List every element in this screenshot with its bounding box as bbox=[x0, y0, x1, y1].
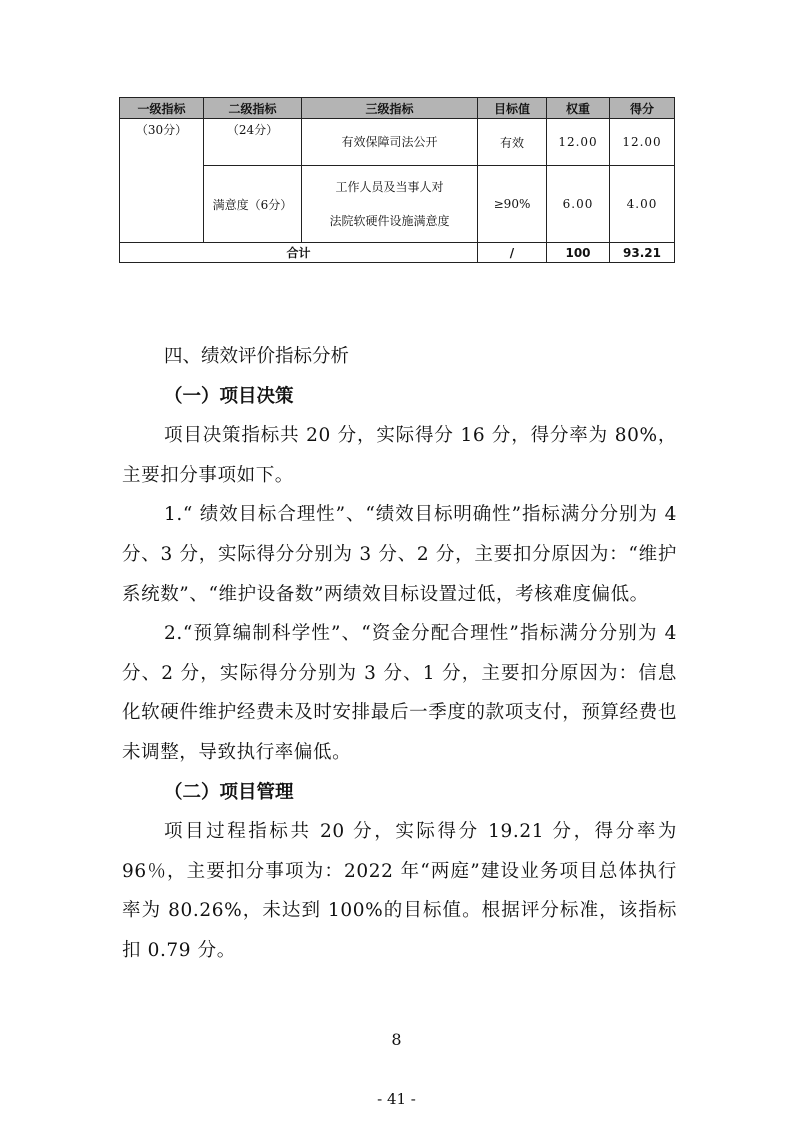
target-cell: ≥90% bbox=[478, 166, 547, 243]
subsection-title-decision: （一）项目决策 bbox=[164, 385, 294, 407]
header-level3: 三级指标 bbox=[302, 98, 478, 119]
total-score: 93.21 bbox=[610, 243, 675, 263]
score-cell: 12.00 bbox=[610, 119, 675, 166]
header-weight: 权重 bbox=[547, 98, 610, 119]
section-title: 四、绩效评价指标分析 bbox=[164, 346, 350, 367]
paragraph: 项目过程指标共 20 分，实际得分 19.21 分，得分率为 96％，主要扣分事项为：2022 年“两庭”建设业务项目总体执行率为 80.26%，未达到 100%的目标值。根据评分标准，该指标扣 0.79 分。 bbox=[122, 821, 677, 961]
total-weight: 100 bbox=[547, 243, 610, 263]
page-number: 8 bbox=[391, 1030, 402, 1049]
score-cell: 4.00 bbox=[610, 166, 675, 243]
table-header-row bbox=[120, 98, 675, 119]
level3-cell: 有效保障司法公开 bbox=[302, 119, 478, 166]
level2-cell: （24分） bbox=[204, 119, 302, 166]
footer-page-number: - 41 - bbox=[377, 1090, 416, 1108]
level1-cell: （30分） bbox=[120, 119, 204, 243]
header-level2: 二级指标 bbox=[204, 98, 302, 119]
target-cell: 有效 bbox=[478, 119, 547, 166]
body-text bbox=[122, 337, 677, 971]
table-row bbox=[120, 119, 675, 166]
table-total-row bbox=[120, 243, 675, 263]
header-level1: 一级指标 bbox=[120, 98, 204, 119]
weight-cell: 6.00 bbox=[547, 166, 610, 243]
level3-line2: 法院软硬件设施满意度 bbox=[329, 214, 450, 228]
total-label: 合计 bbox=[120, 243, 478, 263]
paragraph: 项目决策指标共 20 分，实际得分 16 分，得分率为 80%，主要扣分事项如下。 bbox=[122, 425, 677, 486]
level3-line1: 工作人员及当事人对 bbox=[335, 180, 444, 194]
paragraph: 1.“ 绩效目标合理性”、“绩效目标明确性”指标满分分别为 4 分、3 分，实际得分分别为 3 分、2 分，主要扣分原因为：“维护系统数”、“维护设备数”两绩效目标设置过低，考核难度偏低。 bbox=[122, 504, 677, 605]
paragraph: 2.“预算编制科学性”、“资金分配合理性”指标满分分别为 4 分、2 分，实际得分分别为 3 分、1 分，主要扣分原因为：信息化软硬件维护经费未及时安排最后一季度的款项支付，预算经费也未调整，导致执行率偏低。 bbox=[122, 623, 677, 763]
level3-cell bbox=[302, 166, 478, 243]
total-target: / bbox=[478, 243, 547, 263]
performance-indicator-table bbox=[119, 97, 675, 263]
header-target: 目标值 bbox=[478, 98, 547, 119]
subsection-title-management: （二）项目管理 bbox=[164, 781, 294, 803]
header-score: 得分 bbox=[610, 98, 675, 119]
table-row bbox=[120, 166, 675, 243]
level2-cell: 满意度（6分） bbox=[204, 166, 302, 243]
weight-cell: 12.00 bbox=[547, 119, 610, 166]
